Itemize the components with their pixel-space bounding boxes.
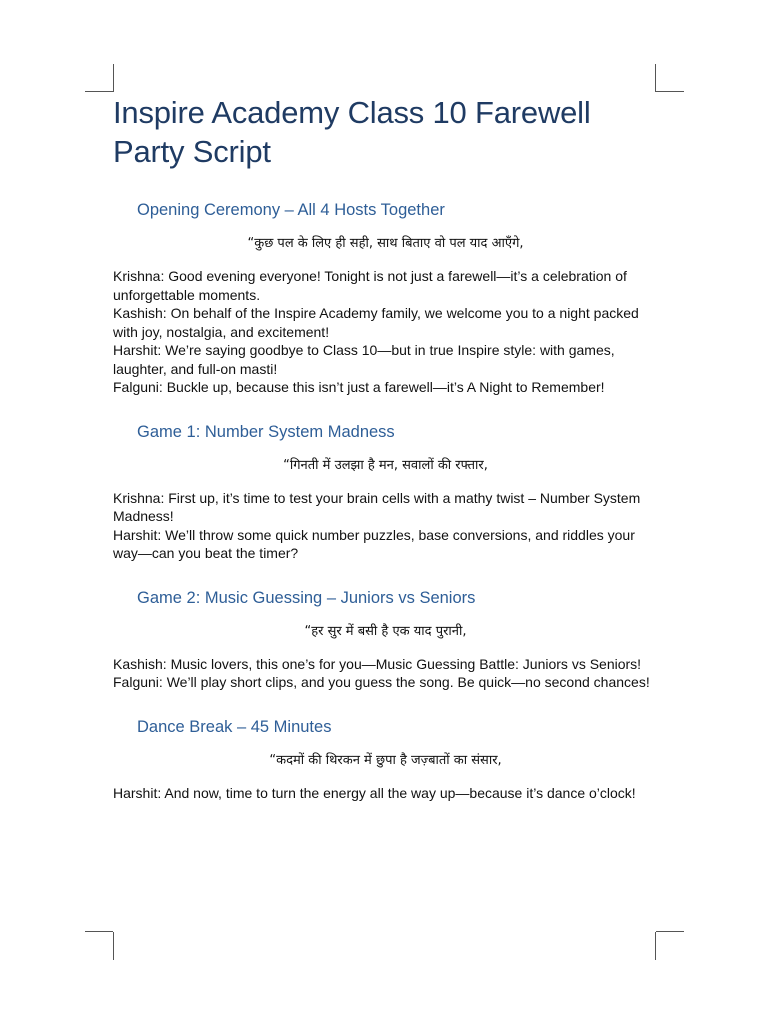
crop-mark-bottom-right-horizontal [656, 931, 684, 932]
section-quote: “कुछ पल के लिए ही सही, साथ बिताए वो पल याद आएँगे, [247, 236, 524, 251]
section-quote: “हर सुर में बसी है एक याद पुरानी, [304, 623, 467, 639]
dialogue-line: Harshit: And now, time to turn the energy all the way up—because it’s dance o’clock! [113, 784, 636, 801]
crop-mark-top-right-horizontal [656, 91, 684, 92]
dialogue-line: Harshit: We’ll throw some quick number puzzles, base conversions, and riddles your way—can you beat the timer? [113, 526, 635, 561]
crop-mark-top-left-horizontal [85, 91, 113, 92]
section-heading: Game 2: Music Guessing – Juniors vs Seniors [137, 588, 476, 607]
crop-mark-bottom-left-vertical [113, 932, 114, 960]
section-dialogue [113, 655, 658, 692]
section-heading: Dance Break – 45 Minutes [137, 717, 332, 736]
section-game-1 [113, 421, 658, 563]
section-quote: “गिनती में उलझा है मन, सवालों की रफ्तार, [283, 457, 488, 473]
dialogue-line: Harshit: We’re saying goodbye to Class 10—but in true Inspire style: with games, laughter, and full-on masti! [113, 342, 615, 377]
section-dance-break [113, 716, 658, 803]
dialogue-line: Kashish: Music lovers, this one’s for you—Music Guessing Battle: Juniors vs Seniors! [113, 655, 642, 672]
document-title: Inspire Academy Class 10 Farewell Party Script [113, 95, 591, 169]
section-dialogue [113, 489, 658, 563]
section-heading: Opening Ceremony – All 4 Hosts Together [137, 201, 445, 219]
document-body [113, 93, 658, 802]
section-dialogue [113, 267, 658, 397]
section-game-2 [113, 587, 658, 692]
dialogue-line: Krishna: First up, it’s time to test your brain cells with a mathy twist – Number System Madness! [113, 489, 641, 524]
section-quote: “कदमों की थिरकन में छुपा है जज़्बातों का संसार, [269, 752, 502, 768]
dialogue-line: Krishna: Good evening everyone! Tonight is not just a farewell—it’s a celebration of unforgettable moments. [113, 268, 627, 303]
crop-mark-bottom-left-horizontal [85, 931, 113, 932]
dialogue-line: Falguni: Buckle up, because this isn’t just a farewell—it’s A Night to Remember! [113, 379, 605, 395]
crop-mark-top-right-vertical [655, 64, 656, 92]
crop-mark-bottom-right-vertical [655, 932, 656, 960]
section-dialogue [113, 784, 658, 803]
dialogue-line: Falguni: We’ll play short clips, and you guess the song. Be quick—no second chances! [113, 674, 650, 690]
crop-mark-top-left-vertical [113, 64, 114, 92]
section-opening-ceremony [113, 199, 658, 397]
section-heading: Game 1: Number System Madness [137, 422, 395, 441]
dialogue-line: Kashish: On behalf of the Inspire Academy family, we welcome you to a night packed with joy, nostalgia, and excitement! [113, 305, 639, 340]
